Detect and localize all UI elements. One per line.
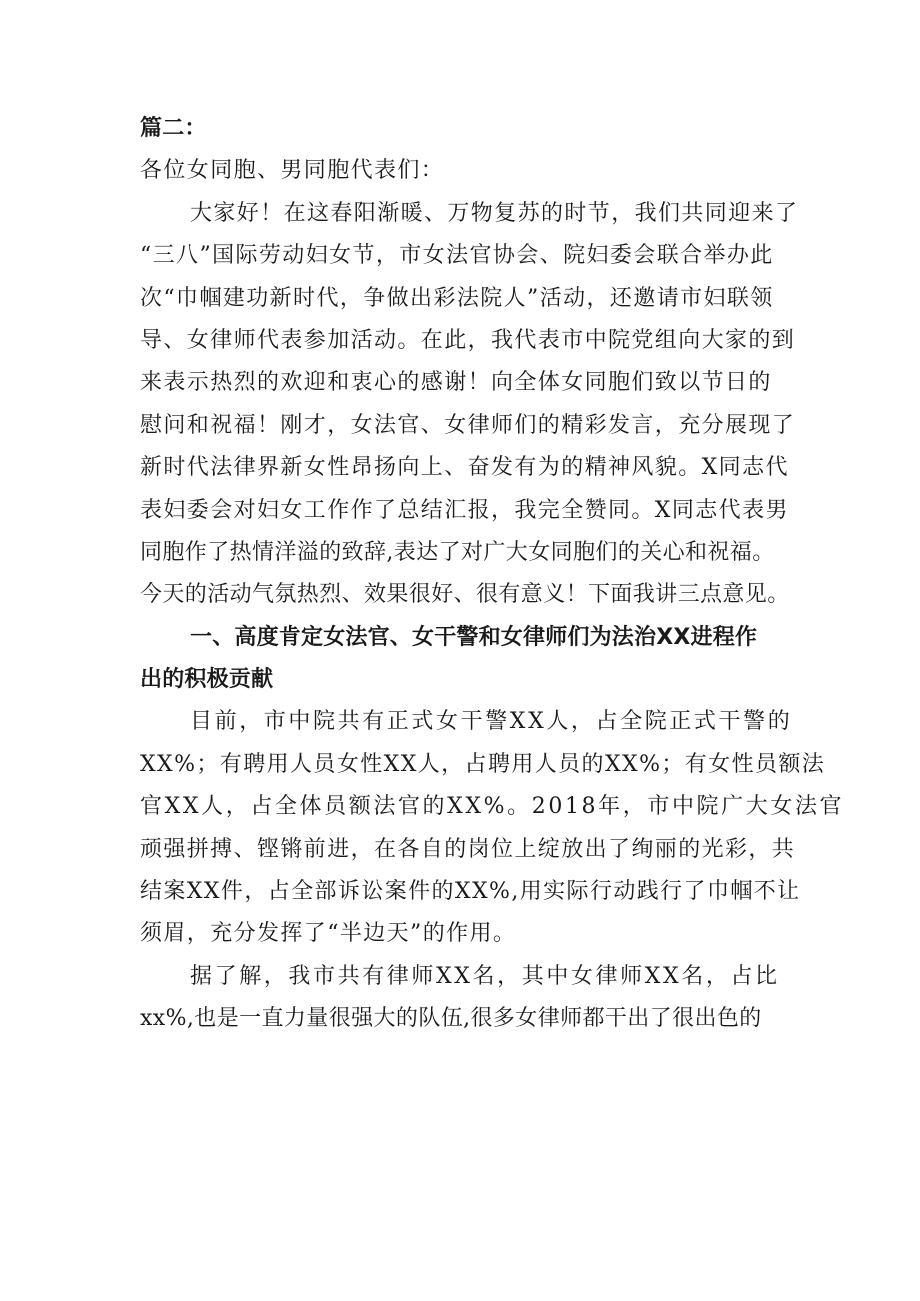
paragraph-line: 官XX人，占全体员额法官的XX%。2018年，市中院广大女法官: [140, 794, 845, 820]
paragraph-line: “三八”国际劳动妇女节，市女法官协会、院妇委会联合举办此: [140, 243, 774, 269]
paragraph-lawyers: [140, 956, 800, 1041]
paragraph-line: 大家好！在这春阳渐暖、万物复苏的时节，我们共同迎来了: [190, 200, 799, 226]
paragraph-line: 目前，市中院共有正式女干警XX人，占全院正式干警的: [190, 709, 793, 735]
paragraph-line: 慰问和祝福！刚才，女法官、女律师们的精彩发言，充分展现了: [140, 412, 796, 438]
paragraph-line: 今天的活动气氛热烈、效果很好、很有意义！下面我讲三点意见。: [140, 582, 790, 608]
paragraph-line: 新时代法律界新女性昂扬向上、奋发有为的精神风貌。X同志代: [140, 455, 789, 481]
paragraph-line: 次“巾帼建功新时代，争做出彩法院人”活动，还邀请市妇联领: [140, 285, 774, 311]
paragraph-line: 顽强拼搏、铿锵前进，在各自的岗位上绽放出了绚丽的光彩，共: [140, 836, 796, 862]
paragraph-line: 导、女律师代表参加活动。在此，我代表市中院党组向大家的到: [140, 327, 796, 353]
paragraph-line: 表妇委会对妇女工作作了总结汇报，我完全赞同。X同志代表男: [140, 497, 789, 523]
paragraph-statistics: [140, 701, 845, 955]
paragraph-line: xx%,也是一直力量很强大的队伍,很多女律师都干出了很出色的: [140, 1006, 762, 1032]
section-heading: [140, 617, 800, 702]
document-page: [140, 108, 845, 1041]
paragraph-line: 同胞作了热情洋溢的致辞,表达了对广大女同胞们的关心和祝福。: [140, 539, 775, 565]
paragraph-line: 结案XX件，占全部诉讼案件的XX%,用实际行动践行了巾帼不让: [140, 879, 801, 905]
salutation: 各位女同胞、男同胞代表们：: [140, 158, 445, 184]
paragraph-line: 须眉，充分发挥了“半边天”的作用。: [140, 921, 517, 947]
paragraph-line: 据了解，我市共有律师XX名，其中女律师XX名，占比: [190, 963, 780, 989]
document-title: 篇二：: [140, 116, 207, 141]
section-heading-line: 出的积极贡献: [140, 667, 274, 693]
section-heading-line: 一、高度肯定女法官、女干警和女律师们为法治XX进程作: [190, 624, 758, 650]
paragraph-line: 来表示热烈的欢迎和衷心的感谢！向全体女同胞们致以节日的: [140, 370, 772, 396]
paragraph-line: XX%；有聘用人员女性XX人，占聘用人员的XX%；有女性员额法: [140, 751, 826, 777]
paragraph-greeting: [140, 193, 800, 617]
